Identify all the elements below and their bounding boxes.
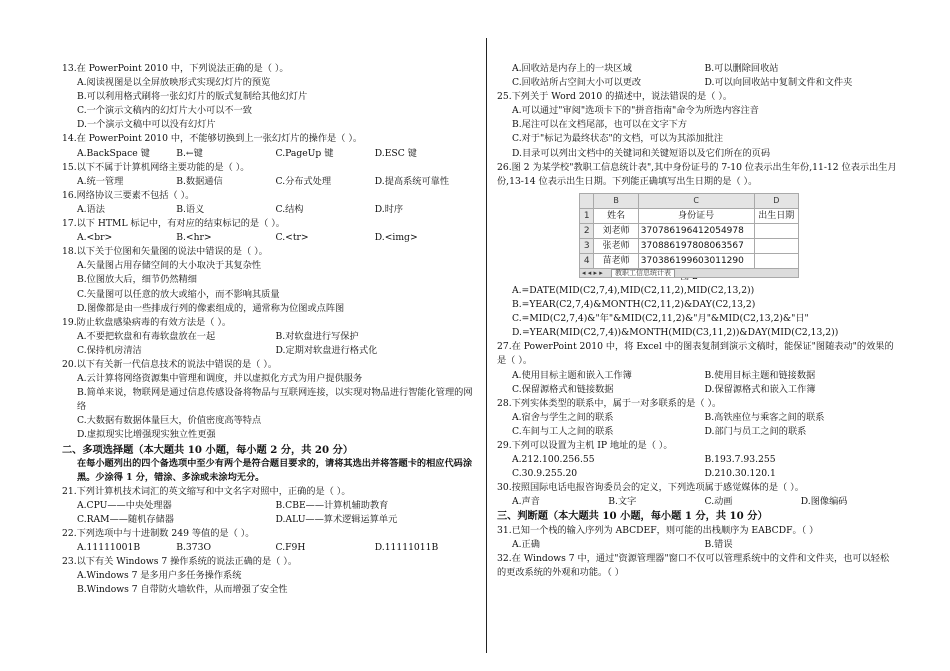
q21-option-d: D.ALU——算术逻辑运算单元	[275, 514, 398, 525]
q29-options-1	[497, 453, 897, 467]
cell-birth	[754, 239, 798, 254]
q27-options-2	[497, 383, 897, 397]
q30-option-c: C.动画	[704, 496, 733, 508]
q28-option-c: C.车间与工人之间的联系	[512, 425, 614, 437]
spreadsheet-figure	[579, 193, 799, 278]
q14-options	[62, 147, 474, 161]
q17-options	[62, 231, 474, 245]
q22-option-a: A.11111001B	[77, 542, 141, 554]
q24-option-a: A.回收站是内存上的一块区域	[512, 63, 632, 74]
q19-option-d: D.定期对软盘进行格式化	[275, 344, 378, 356]
q16-options	[62, 203, 474, 217]
column-header-d: D	[754, 193, 798, 208]
q30-option-d: D.图像编码	[800, 496, 848, 508]
q29-option-a: A.212.100.256.55	[512, 454, 595, 466]
column-header-row	[580, 193, 799, 208]
q29-option-c: C.30.9.255.20	[512, 468, 578, 480]
question-18: 18.以下关于位图和矢量图的说法中错误的是（ ）。	[62, 246, 268, 258]
q26-option-b: B.=YEAR(C2,7,4)&MONTH(C2,11,2)&DAY(C2,13,2)	[512, 299, 756, 311]
section-3-title: 三、判断题（本大题共 10 小题，每小题 1 分，共 10 分）	[497, 510, 768, 523]
sheet-row	[580, 208, 799, 223]
q16-option-c: C.结构	[275, 203, 304, 215]
q19-option-a: A.不要把软盘和有毒软盘放在一起	[77, 330, 216, 342]
row-number: 1	[580, 208, 594, 223]
section-2-instructions: 在每小题列出的四个备选项中至少有两个是符合题目要求的，请将其选出并将答题卡的相应代码涂黑。少涂得 1 分，错涂、多涂或未涂均无分。	[77, 457, 473, 483]
q28-options-2	[497, 425, 897, 439]
q29-option-d: D.210.30.120.1	[704, 468, 776, 480]
cell-id: 370386199603011290	[638, 254, 754, 269]
q24-option-b: B.可以删除回收站	[704, 63, 779, 74]
question-23: 23.以下有关 Windows 7 操作系统的说法正确的是（ ）。	[62, 556, 298, 568]
q13-option-a: A.阅读视图是以全屏放映形式实现幻灯片的预览	[77, 77, 271, 89]
sheet-nav-arrows-icon[interactable]: ◂ ◂ ▸ ▸	[582, 269, 603, 278]
question-29: 29.下列可以设置为主机 IP 地址的是（ ）。	[497, 439, 673, 451]
q18-option-b: B.位图放大后，细节仍然精细	[77, 274, 197, 286]
q13-option-c: C.一个演示文稿内的幻灯片大小可以不一致	[77, 105, 252, 117]
cell-birth	[754, 254, 798, 269]
q31-option-b: B.错误	[704, 538, 733, 550]
q28-options-1	[497, 411, 897, 425]
sheet-tab-bar	[579, 269, 799, 278]
q14-option-c: C.PageUp 键	[275, 147, 334, 159]
q27-option-b: B.使用目标主题和链接数据	[704, 369, 816, 381]
q13-option-b: B.可以利用格式刷将一张幻灯片的版式复制给其他幻灯片	[77, 91, 308, 103]
question-28: 28.下列实体类型的联系中，属于一对多联系的是（ ）。	[497, 397, 722, 409]
question-27: 27.在 PowerPoint 2010 中，将 Excel 中的图表复制到演示文稿时，能保证"图随表动"的效果的是（ ）。	[497, 341, 894, 367]
sheet-row	[580, 239, 799, 254]
q19-option-c: C.保持机房清洁	[77, 344, 142, 356]
q22-option-d: D.11111011B	[374, 542, 439, 554]
corner-cell	[580, 193, 594, 208]
row-number: 4	[580, 254, 594, 269]
q14-option-a: A.BackSpace 键	[77, 147, 150, 159]
cell-id: 370786196412054978	[638, 224, 754, 239]
q15-option-b: B.数据通信	[176, 175, 223, 187]
q21-option-c: C.RAM——随机存储器	[77, 514, 174, 525]
q17-option-a: A.<br>	[77, 232, 113, 244]
q17-option-b: B.<hr>	[176, 232, 212, 244]
q20-option-d: D.虚拟现实比增强现实独立性更强	[77, 429, 216, 441]
question-32: 32.在 Windows 7 中，通过"资源管理器"窗口不仅可以管理系统中的文件和文件夹，也可以轻松的更改系统的外观和功能。（ ）	[497, 552, 890, 578]
q16-option-b: B.语义	[176, 203, 205, 215]
question-31: 31.已知一个栈的输入序列为 ABCDEF，则可能的出栈顺序为 EABCDF。（ ）	[497, 524, 819, 536]
question-15: 15.以下不属于计算机网络主要功能的是（ ）。	[62, 161, 250, 173]
q29-options-2	[497, 467, 897, 481]
q26-option-d: D.=YEAR(MID(C2,7,4))&MONTH(MID(C3,11,2))&DAY(MID(C2,13,2))	[512, 327, 839, 339]
q23-option-a: A.Windows 7 是多用户多任务操作系统	[77, 570, 242, 582]
q20-option-a: A.云计算将网络资源集中管理和调度，并以虚拟化方式为用户提供服务	[77, 373, 363, 385]
question-19: 19.防止软盘感染病毒的有效方法是（ ）。	[62, 316, 232, 328]
q24-option-c: C.回收站所占空间大小可以更改	[512, 77, 642, 89]
q14-option-b: B.←键	[176, 147, 203, 159]
q22-option-b: B.373O	[176, 542, 211, 554]
cell-name: 姓名	[594, 208, 638, 223]
q17-option-c: C.<tr>	[275, 232, 309, 244]
spreadsheet-table	[579, 193, 799, 269]
sheet-row	[580, 224, 799, 239]
q19-options-1	[62, 330, 474, 344]
q17-option-d: D.<img>	[374, 232, 418, 244]
q28-option-a: A.宿舍与学生之间的联系	[512, 411, 614, 423]
cell-name: 刘老师	[594, 224, 638, 239]
q18-option-c: C.矢量图可以任意的放大或缩小，而不影响其质量	[77, 288, 280, 300]
question-21: 21.下列计算机技术词汇的英文缩写和中文名字对照中，正确的是（ ）。	[62, 485, 351, 497]
question-13: 13.在 PowerPoint 2010 中，下列说法正确的是（ ）。	[62, 63, 289, 74]
q15-option-c: C.分布式处理	[275, 175, 332, 187]
column-divider	[486, 38, 487, 653]
q25-option-c: C.对于"标记为最终状态"的文档，可以为其添加批注	[512, 133, 724, 145]
q27-option-a: A.使用目标主题和嵌入工作簿	[512, 369, 632, 381]
q30-options	[497, 495, 897, 509]
q22-option-c: C.F9H	[275, 542, 306, 554]
q15-option-d: D.提高系统可靠性	[374, 175, 450, 187]
q16-option-d: D.时序	[374, 203, 404, 215]
q25-option-d: D.目录可以列出文档中的关键词和关键短语以及它们所在的页码	[512, 147, 771, 159]
q29-option-b: B.193.7.93.255	[704, 454, 776, 466]
q16-option-a: A.语法	[77, 203, 105, 215]
q18-option-d: D.图像都是由一些排成行列的像素组成的，通常称为位图或点阵图	[77, 302, 345, 314]
q31-options	[497, 538, 897, 552]
row-number: 3	[580, 239, 594, 254]
q30-option-a: A.声音	[512, 496, 540, 508]
q30-option-b: B.文字	[608, 496, 637, 508]
q23-option-b: B.Windows 7 自带防火墙软件，从而增强了安全性	[77, 584, 288, 596]
q25-option-a: A.可以通过"审阅"选项卡下的"拼音指南"命令为所选内容注音	[512, 105, 759, 117]
q22-options	[62, 541, 474, 555]
question-25: 25.下列关于 Word 2010 的描述中，说法错误的是（ ）。	[497, 91, 733, 103]
cell-name: 苗老师	[594, 254, 638, 269]
question-26: 26.图 2 为某学校"教职工信息统计表",其中身份证号的 7-10 位表示出生年份,11-12 位表示出生月份,13-14 位表示出生日期。下列能正确填写出生日期的是（ ）。	[497, 161, 897, 187]
q31-option-a: A.正确	[512, 538, 540, 550]
q21-option-b: B.CBE——计算机辅助教育	[275, 499, 389, 511]
q25-option-b: B.尾注可以在文档尾部，也可以在文字下方	[512, 119, 688, 131]
q26-option-a: A.=DATE(MID(C2,7,4),MID(C2,11,2),MID(C2,13,2))	[512, 284, 755, 296]
question-14: 14.在 PowerPoint 2010 中，不能够切换到上一张幻灯片的操作是（ ）。	[62, 133, 363, 145]
sheet-row	[580, 254, 799, 269]
q27-options-1	[497, 369, 897, 383]
q20-option-c: C.大数据有数据体量巨大，价值密度高等特点	[77, 415, 262, 427]
q21-option-a: A.CPU——中央处理器	[77, 499, 172, 511]
q21-options-1	[62, 499, 474, 513]
q24-options-1	[497, 62, 897, 76]
q19-option-b: B.对软盘进行写保护	[275, 330, 359, 342]
left-column	[62, 62, 474, 598]
q14-option-d: D.ESC 键	[374, 147, 417, 159]
right-column	[497, 62, 897, 580]
cell-name: 张老师	[594, 239, 638, 254]
q21-options-2	[62, 513, 474, 527]
question-16: 16.网络协议三要素不包括（ ）。	[62, 189, 195, 201]
q13-option-d: D.一个演示文稿中可以没有幻灯片	[77, 119, 216, 131]
q24-option-d: D.可以向回收站中复制文件和文件夹	[704, 77, 853, 89]
q24-options-2	[497, 76, 897, 90]
row-number: 2	[580, 224, 594, 239]
q28-option-d: D.部门与员工之间的联系	[704, 425, 807, 437]
q18-option-a: A.矢量图占用存储空间的大小取决于其复杂性	[77, 260, 262, 272]
q28-option-b: B.高铁座位与乘客之间的联系	[704, 411, 825, 423]
question-17: 17.以下 HTML 标记中，有对应的结束标记的是（ ）。	[62, 218, 285, 230]
cell-id: 370886197808063567	[638, 239, 754, 254]
cell-birth: 出生日期	[754, 208, 798, 223]
sheet-tab[interactable]: 教职工信息统计表	[611, 269, 675, 278]
q27-option-d: D.保留源格式和嵌入工作簿	[704, 383, 816, 395]
cell-birth	[754, 224, 798, 239]
q27-option-c: C.保留源格式和链接数据	[512, 383, 614, 395]
question-30: 30.按照国际电话电报咨询委员会的定义，下列选项属于感觉媒体的是（ ）。	[497, 482, 804, 494]
q19-options-2	[62, 344, 474, 358]
question-20: 20.以下有关新一代信息技术的说法中错误的是（ ）。	[62, 358, 278, 370]
column-header-c: C	[638, 193, 754, 208]
column-header-b: B	[594, 193, 638, 208]
q15-option-a: A.统一管理	[77, 175, 124, 187]
cell-id: 身份证号	[638, 208, 754, 223]
section-2-title: 二、多项选择题（本大题共 10 小题，每小题 2 分，共 20 分）	[62, 443, 354, 456]
q15-options	[62, 175, 474, 189]
question-22: 22.下列选项中与十进制数 249 等值的是（ ）。	[62, 528, 255, 540]
q26-option-c: C.=MID(C2,7,4)&"年"&MID(C2,11,2)&"月"&MID(C2,13,2)&"日"	[512, 313, 809, 325]
q20-option-b: B.简单来说，物联网是通过信息传感设备将物品与互联网连接，以实现对物品进行智能化管理的网络	[77, 387, 473, 413]
